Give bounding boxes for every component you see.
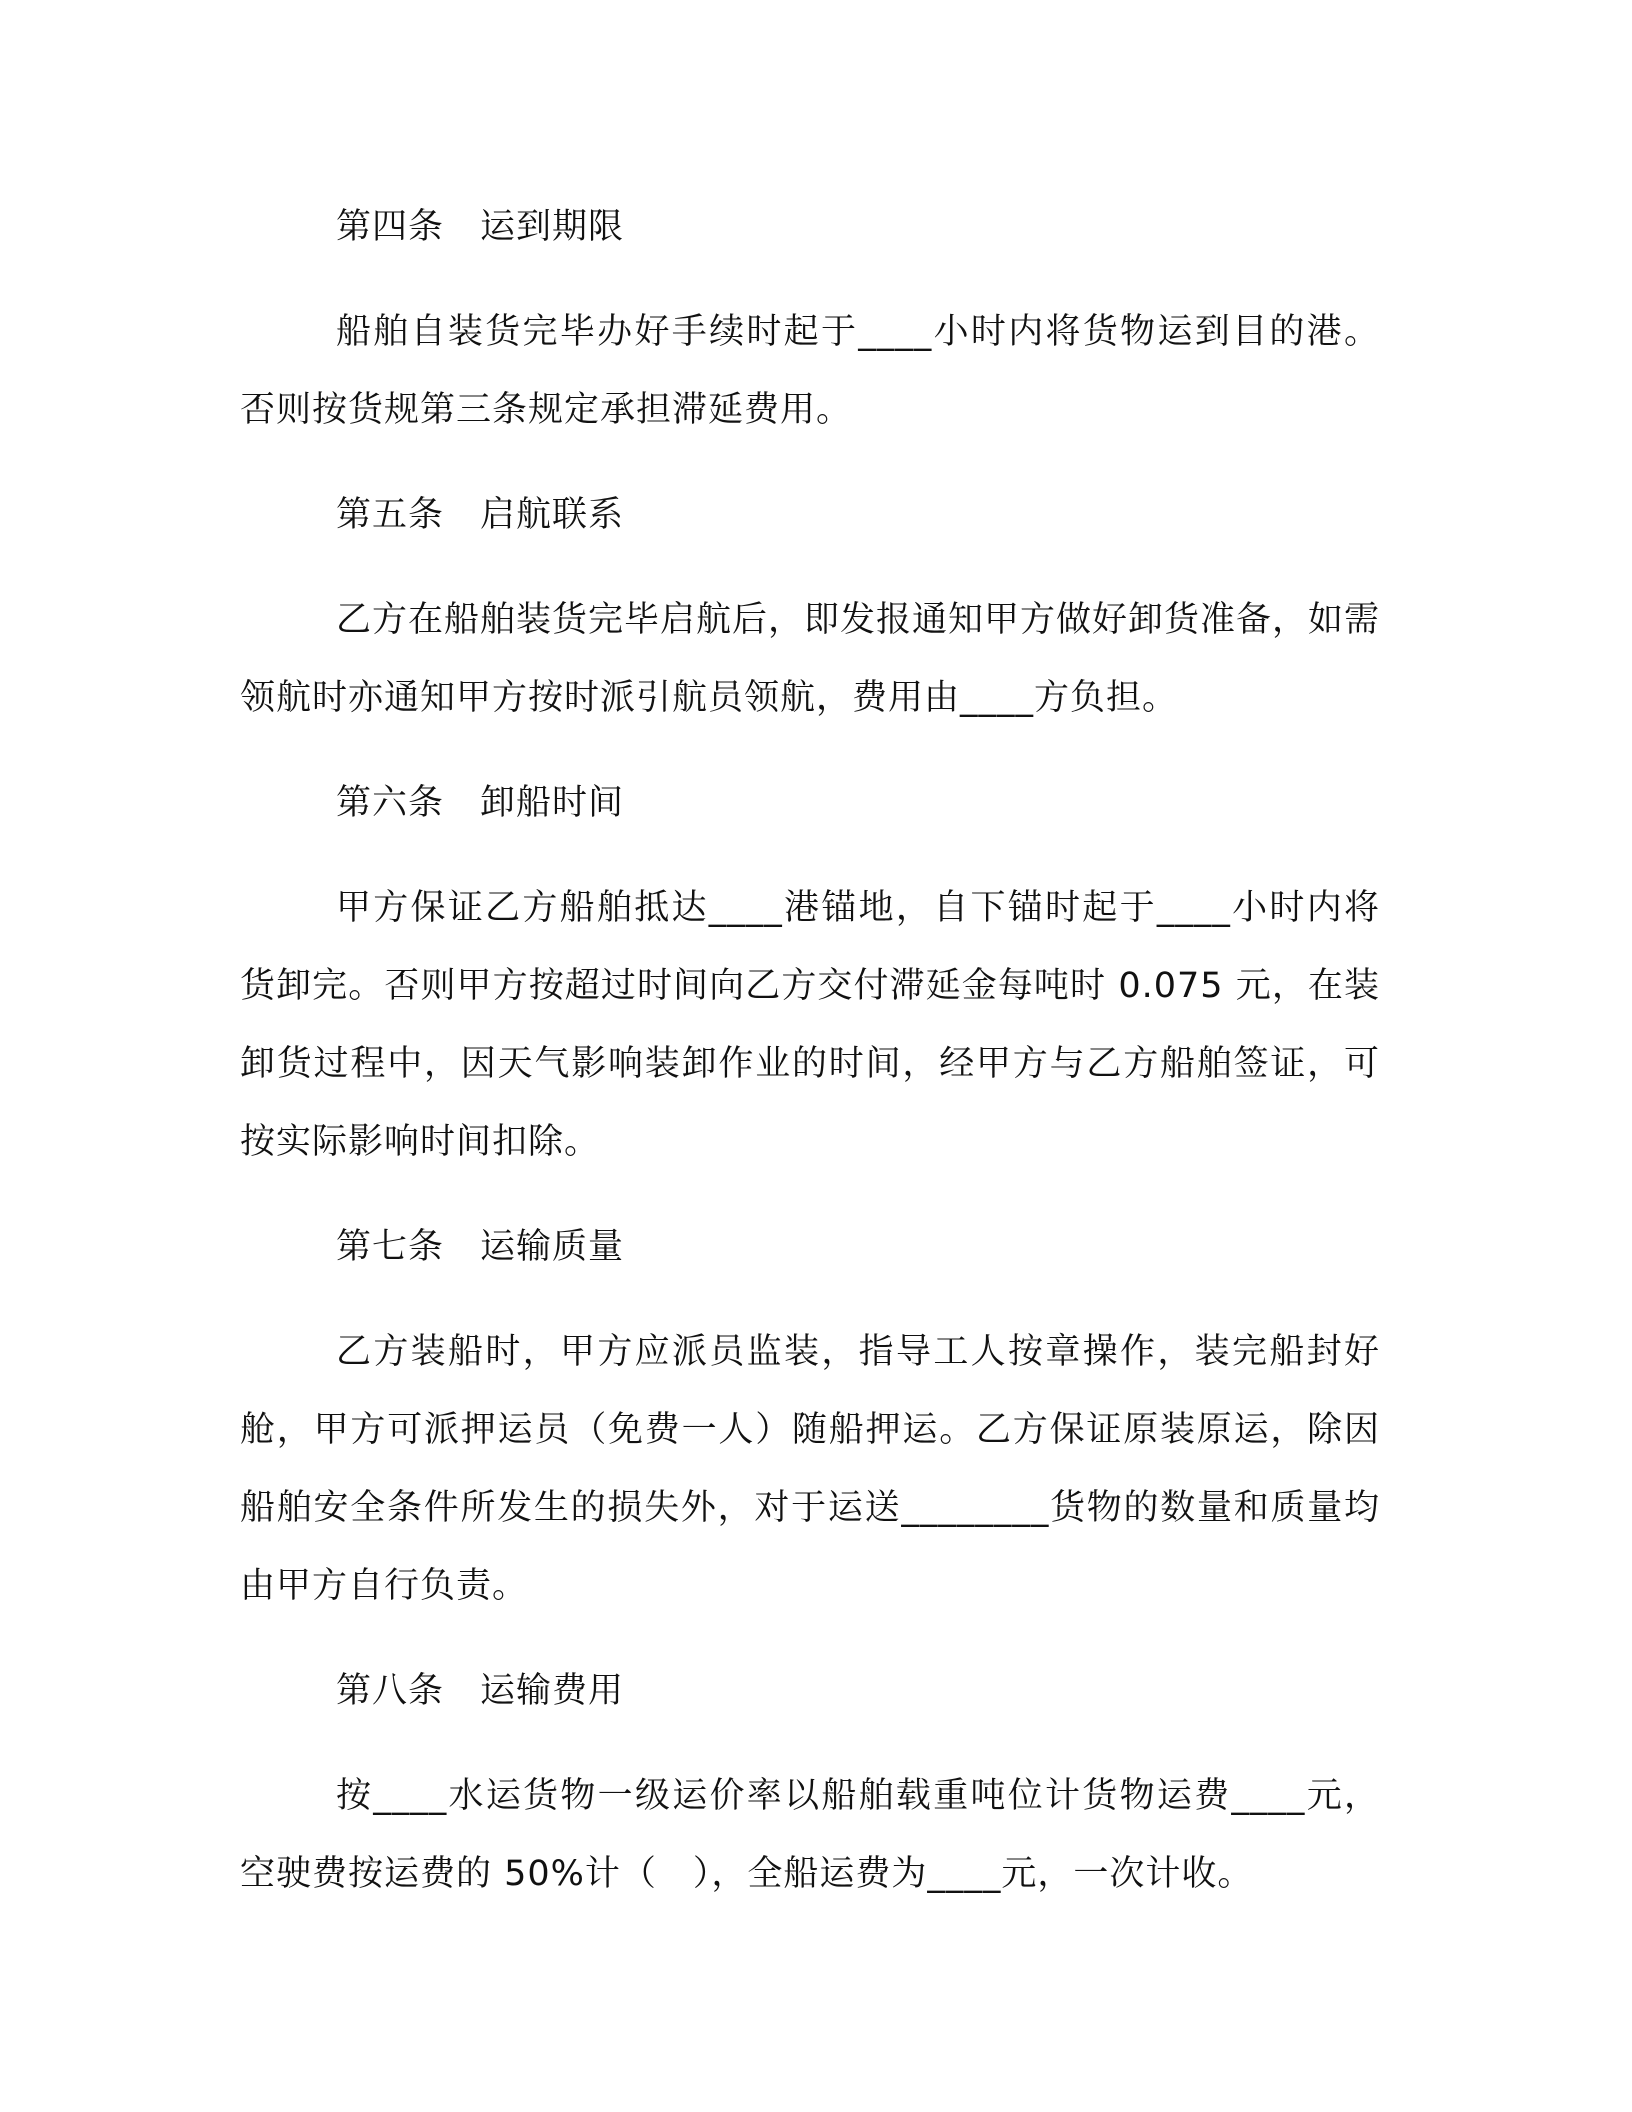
article-paragraph: 乙方在船舶装货完毕启航后，即发报通知甲方做好卸货准备，如需领航时亦通知甲方按时派引航员领航，费用由____方负担。 (240, 600, 1381, 718)
article-7 (240, 1208, 1380, 1625)
article-heading: 第五条 启航联系 (336, 495, 625, 535)
article-heading: 第四条 运到期限 (336, 207, 625, 247)
article-paragraph: 甲方保证乙方船舶抵达____港锚地，自下锚时起于____小时内将货卸完。否则甲方按超过时间向乙方交付滞延金每吨时 0.075 元，在装卸货过程中，因天气影响装卸作业的时间，经甲方与乙方船舶签证，可按实际影响时间扣除。 (240, 888, 1380, 1162)
article-4 (240, 188, 1380, 449)
article-8 (240, 1652, 1380, 1913)
article-paragraph: 船舶自装货完毕办好手续时起于____小时内将货物运到目的港。否则按货规第三条规定承担滞延费用。 (240, 312, 1380, 430)
document-body (240, 188, 1380, 1940)
article-paragraph: 按____水运货物一级运价率以船舶载重吨位计货物运费____元，空驶费按运费的 50%计（ ），全船运费为____元，一次计收。 (240, 1776, 1380, 1894)
article-5 (240, 476, 1380, 737)
article-6 (240, 764, 1380, 1181)
article-heading: 第六条 卸船时间 (336, 783, 625, 823)
article-heading: 第八条 运输费用 (336, 1671, 625, 1711)
article-heading: 第七条 运输质量 (336, 1227, 625, 1267)
article-paragraph: 乙方装船时，甲方应派员监装，指导工人按章操作，装完船封好舱，甲方可派押运员（免费一人）随船押运。乙方保证原装原运，除因船舶安全条件所发生的损失外，对于运送________货物的数量和质量均由甲方自行负责。 (240, 1332, 1380, 1606)
